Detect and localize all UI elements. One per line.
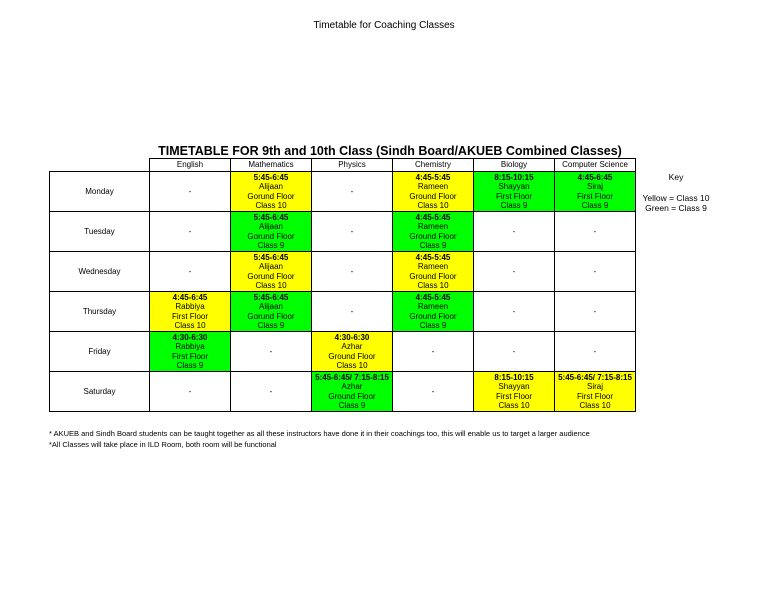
table-title: TIMETABLE FOR 9th and 10th Class (Sindh Board/AKUEB Combined Classes) [158,144,622,158]
day-label: Thursday [50,292,150,332]
cell-text: - [188,266,192,276]
class-time: 5:45-6:45 [253,172,289,182]
timetable-cell [231,172,312,212]
timetable-cell [474,292,555,332]
cell-text: Class 10 [417,281,449,290]
timetable-cell [393,292,474,332]
class-time: 4:30-6:30 [172,332,208,342]
footnote: * AKUEB and Sindh Board students can be taught together as all these instructors have done it in their coachings too, this will enable us to target a larger audience [49,429,590,438]
class-time: 4:30-6:30 [334,332,370,342]
cell-text: Gorund Floor [247,231,295,241]
timetable-cell [312,372,393,412]
cell-text: - [593,346,597,356]
timetable-cell [555,252,636,292]
class-time: 4:45-5:45 [415,172,451,182]
cell-text: Rameen [417,302,449,311]
timetable-cell [231,372,312,412]
cell-text: Ground Floor [409,191,457,201]
timetable-cell [474,252,555,292]
cell-text: - [188,226,192,236]
cell-text: Rameen [417,182,449,191]
day-label: Friday [50,332,150,372]
class-time: 8:15-10:15 [494,172,534,182]
timetable-cell [393,332,474,372]
cell-text: Class 10 [498,401,530,410]
cell-text: Ground Floor [409,231,457,241]
timetable-cell [393,172,474,212]
timetable-cell [231,292,312,332]
timetable-cell [393,372,474,412]
class-time: 4:45-6:45 [172,292,208,302]
timetable-cell [150,292,231,332]
cell-text: - [593,306,597,316]
cell-text: Class 9 [257,321,285,330]
cell-text: Class 9 [419,321,447,330]
timetable-cell [312,332,393,372]
column-header-chemistry: Chemistry [393,159,474,172]
table-row [50,252,636,292]
day-label: Wednesday [50,252,150,292]
cell-text: - [188,186,192,196]
cell-text: Azhar [341,382,363,391]
cell-text: - [350,226,354,236]
table-row [50,332,636,372]
cell-text: Gorund Floor [247,271,295,281]
column-header-biology: Biology [474,159,555,172]
table-row [50,172,636,212]
corner-cell [50,159,150,172]
table-row [50,212,636,252]
table-row [50,292,636,332]
header-row [50,159,636,172]
day-label: Tuesday [50,212,150,252]
document-title: Timetable for Coaching Classes [313,20,455,31]
timetable-cell [555,212,636,252]
cell-text: First Floor [577,191,613,201]
cell-text: First Floor [496,391,532,401]
footnote: *All Classes will take place in ILD Room, both room will be functional [49,440,277,449]
timetable-cell [150,372,231,412]
cell-text: Class 10 [174,321,206,330]
cell-text: Class 10 [579,401,611,410]
cell-text: Class 10 [417,201,449,210]
cell-text: - [593,266,597,276]
cell-text: Class 9 [419,241,447,250]
timetable-cell [474,332,555,372]
column-header-mathematics: Mathematics [231,159,312,172]
cell-text: - [512,226,516,236]
cell-text: Class 9 [338,401,366,410]
cell-text: Class 10 [255,281,287,290]
cell-text: Class 9 [581,201,609,210]
timetable-cell [555,292,636,332]
day-label: Monday [50,172,150,212]
class-time: 4:45-5:45 [415,252,451,262]
column-header-physics: Physics [312,159,393,172]
cell-text: Class 9 [176,361,204,370]
cell-text: Shayyan [498,182,530,191]
cell-text: Rameen [417,262,449,271]
timetable-cell [555,172,636,212]
cell-text: Ground Floor [328,391,376,401]
cell-text: First Floor [172,351,208,361]
color-key [640,172,712,213]
key-green: Green = Class 9 [645,202,707,213]
cell-text: Alijaan [258,262,283,271]
cell-text: First Floor [577,391,613,401]
cell-text: Class 9 [257,241,285,250]
cell-text: - [512,266,516,276]
timetable-cell [150,252,231,292]
timetable-cell [555,332,636,372]
timetable-cell [150,172,231,212]
cell-text: - [431,346,435,356]
timetable-cell [312,172,393,212]
timetable-cell [312,252,393,292]
cell-text: Class 9 [500,201,528,210]
timetable-cell [231,332,312,372]
day-label: Saturday [50,372,150,412]
cell-text: Siraj [586,382,603,391]
cell-text: First Floor [496,191,532,201]
cell-text: - [431,386,435,396]
timetable-cell [312,212,393,252]
column-header-english: English [150,159,231,172]
timetable-cell [474,172,555,212]
cell-text: Rabbiya [175,342,205,351]
cell-text: - [593,226,597,236]
timetable [49,158,636,412]
class-time: 5:45-6:45 [253,292,289,302]
key-title: Key [668,172,684,182]
class-time: 8:15-10:15 [494,372,534,382]
cell-text: Alijaan [258,222,283,231]
timetable-cell [393,252,474,292]
timetable-cell [393,212,474,252]
class-time: 4:45-5:45 [415,212,451,222]
timetable-cell [474,372,555,412]
cell-text: - [350,306,354,316]
cell-text: Alijaan [258,182,283,191]
cell-text: - [269,386,273,396]
timetable-cell [150,212,231,252]
class-time: 4:45-6:45 [577,172,613,182]
cell-text: Shayyan [498,382,530,391]
timetable-cell [150,332,231,372]
cell-text: - [269,346,273,356]
cell-text: First Floor [172,311,208,321]
cell-text: Gorund Floor [247,311,295,321]
timetable-cell [474,212,555,252]
key-yellow: Yellow = Class 10 [642,193,710,203]
class-time: 5:45-6:45 [253,212,289,222]
cell-text: Class 10 [255,201,287,210]
cell-text: Alijaan [258,302,283,311]
cell-text: Rameen [417,222,449,231]
cell-text: - [512,306,516,316]
cell-text: Ground Floor [409,271,457,281]
footnotes [49,428,590,450]
cell-text: Rabbiya [175,302,205,311]
class-time: 5:45-6:45/ 7:15-8:15 [558,372,632,382]
cell-text: Siraj [586,182,603,191]
cell-text: Ground Floor [328,351,376,361]
column-header-computer-science: Computer Science [555,159,636,172]
timetable-cell [312,292,393,332]
cell-text: - [350,186,354,196]
timetable-cell [555,372,636,412]
cell-text: Ground Floor [409,311,457,321]
class-time: 4:45-5:45 [415,292,451,302]
timetable-cell [231,252,312,292]
cell-text: - [512,346,516,356]
class-time: 5:45-6:45 [253,252,289,262]
cell-text: - [350,266,354,276]
cell-text: Gorund Floor [247,191,295,201]
class-time: 5:45-6:45/ 7:15-8:15 [315,372,389,382]
table-row [50,372,636,412]
cell-text: Class 10 [336,361,368,370]
cell-text: - [188,386,192,396]
timetable-cell [231,212,312,252]
cell-text: Azhar [341,342,363,351]
